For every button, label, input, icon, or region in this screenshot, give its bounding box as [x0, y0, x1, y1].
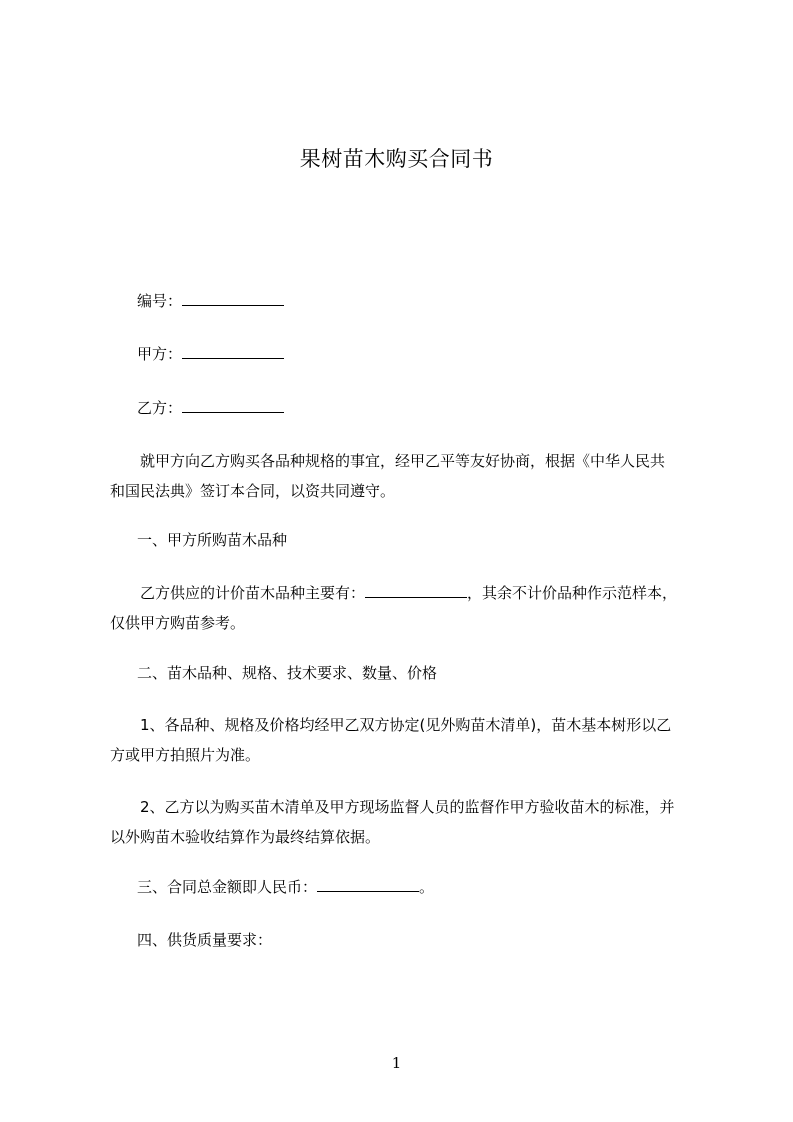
- intro-line-2: 和国民法典》签订本合同，以资共同遵守。: [110, 482, 396, 500]
- section-1-text-after: ，其余不计价品种作示范样本，: [467, 584, 678, 602]
- section-3-heading-text: 三、合同总金额即人民币：: [137, 878, 318, 896]
- party-a-blank: [182, 343, 284, 359]
- party-a-field: [137, 343, 284, 365]
- section-1-line-1: [110, 578, 710, 608]
- number-blank: [182, 290, 284, 306]
- section-1-heading: 一、甲方所购苗木品种: [137, 531, 288, 549]
- page-number: 1: [391, 1054, 402, 1072]
- intro-line-1: 就甲方向乙方购买各品种规格的事宜，经甲乙平等友好协商，根据《中华人民共: [140, 452, 666, 470]
- section-2-item-2-line-1: 2、乙方以为购买苗木清单及甲方现场监督人员的监督作甲方验收苗木的标准，并: [140, 798, 675, 816]
- section-3-blank: [317, 876, 419, 892]
- section-3-heading-end: 。: [419, 878, 435, 896]
- section-3-heading: [137, 876, 434, 898]
- section-2-item-1-line-2: 方或甲方拍照片为准。: [110, 746, 261, 764]
- section-2-item-1: [110, 710, 710, 770]
- party-b-field: [137, 397, 284, 419]
- party-a-label: 甲方：: [137, 345, 183, 363]
- party-b-blank: [182, 397, 284, 413]
- section-1-paragraph: [110, 578, 710, 638]
- document-title: 果树苗木购买合同书: [299, 147, 494, 171]
- section-4-heading: 四、供货质量要求：: [137, 931, 273, 949]
- section-2-item-2-line-2: 以外购苗木验收结算作为最终结算依据。: [110, 828, 381, 846]
- number-field: [137, 290, 284, 312]
- section-2-heading: 二、苗木品种、规格、技术要求、数量、价格: [137, 664, 438, 682]
- section-1-line-2: 仅供甲方购苗参考。: [110, 614, 246, 632]
- section-1-text-before: 乙方供应的计价苗木品种主要有：: [140, 584, 366, 602]
- section-2-item-2: [110, 792, 710, 852]
- number-label: 编号：: [137, 292, 183, 310]
- section-2-item-1-line-1: 1、各品种、规格及价格均经甲乙双方协定(见外购苗木清单)，苗木基本树形以乙: [140, 716, 672, 734]
- intro-paragraph: [110, 446, 710, 506]
- party-b-label: 乙方：: [137, 399, 183, 417]
- section-1-blank: [365, 582, 467, 598]
